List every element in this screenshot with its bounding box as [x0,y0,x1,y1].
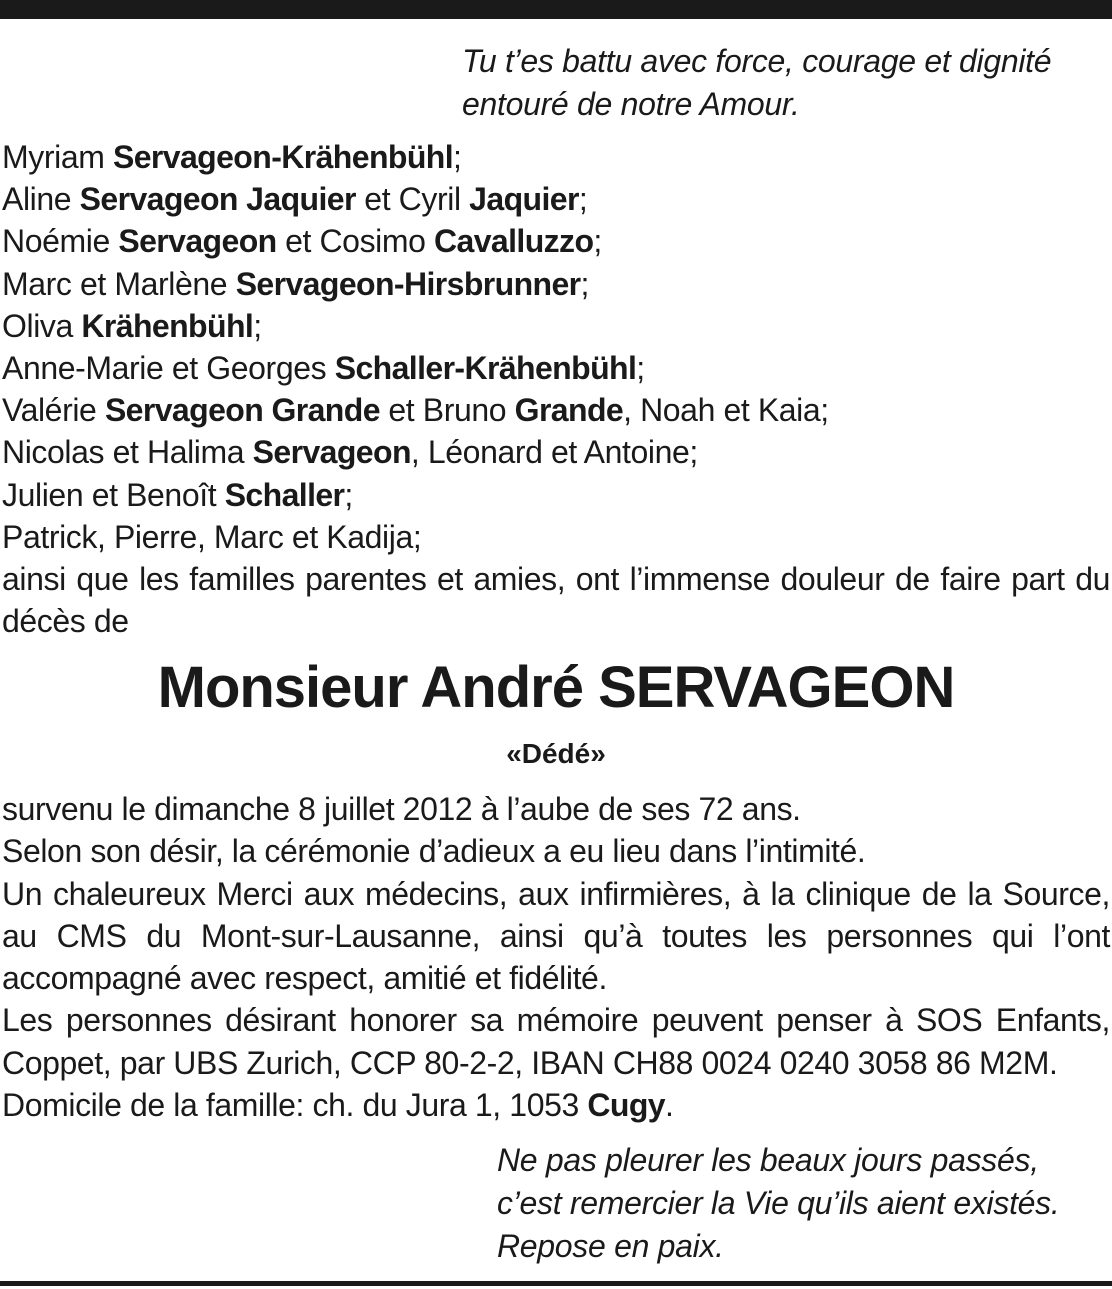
mourner-line [2,474,1110,516]
mourner-text: et Cosimo [276,223,435,260]
mourner-line [2,263,1110,305]
ceremony-line: Selon son désir, la cérémonie d’adieux a eu lieu dans l’intimité. [2,833,866,870]
mourner-line [2,136,1110,178]
mourner-line [2,516,1110,558]
mourners-list [2,136,1110,642]
mourner-surname: Jaquier [469,181,579,218]
mourner-text: Nicolas et Halima [2,434,253,471]
thanks-paragraph: Un chaleureux Merci aux médecins, aux infirmières, à la clinique de la Source, au CMS du Mont-sur-Lausanne, ainsi qu’à toutes les personnes qui l’ont accompagné avec respect, amitié et fidélité. [2,875,1110,997]
notice-body [2,788,1110,1126]
announcement-text: ainsi que les familles parentes et amies, ont l’immense douleur de faire part du décès de [2,561,1110,640]
mourner-surname: Servageon [252,434,411,471]
mourner-text: Valérie [2,392,105,429]
death-date-line: survenu le dimanche 8 juillet 2012 à l’aube de ses 72 ans. [2,791,801,827]
mourner-surname: Schaller-Krähenbühl [334,350,637,387]
epigraph-bottom-line: c’est remercier la Vie qu’ils aient existés. [497,1185,1060,1221]
mourner-text: ; [453,139,462,175]
mourner-line [2,305,1110,347]
epigraph-bottom-line: Ne pas pleurer les beaux jours passés, [497,1142,1039,1178]
bottom-rule [0,1281,1112,1286]
mourner-text: Anne-Marie et Georges [2,350,335,387]
epigraph-bottom [497,1139,1059,1268]
mourner-text: Marc et Marlène [2,265,236,302]
address-text: . [664,1087,674,1124]
mourner-text: ; [636,350,645,387]
mourner-line [2,220,1110,262]
mourner-text: ; [253,307,262,344]
mourner-text: Patrick, Pierre, Marc et Kadija; [2,518,422,555]
mourner-surname: Krähenbühl [81,307,254,344]
mourner-text: ; [593,223,602,260]
mourner-text: Oliva [2,307,82,344]
mourner-surname: Schaller [224,476,345,513]
epigraph-top-line: entouré de notre Amour. [462,86,800,122]
mourner-text: ; [344,476,353,513]
family-address [2,1084,1110,1126]
mourner-surname: Servageon Jaquier [79,181,356,218]
epigraph-top-line: Tu t’es battu avec force, courage et dignité [462,43,1052,79]
mourner-text: , Noah et Kaia; [623,392,829,429]
top-rule [0,0,1112,19]
address-town: Cugy [587,1087,665,1124]
epigraph-top [462,40,1051,126]
mourner-surname: Servageon-Krähenbühl [112,139,454,175]
mourner-line [2,389,1110,431]
mourner-text: Aline [2,181,80,218]
mourner-text: ; [580,265,590,302]
mourner-line [2,178,1110,220]
mourner-surname: Servageon-Hirsbrunner [235,265,581,302]
mourner-surname: Servageon Grande [104,392,380,429]
deceased-nickname: «Dédé» [506,738,606,769]
mourner-surname: Cavalluzzo [434,223,594,260]
mourner-text: et Cyril [355,181,470,218]
mourner-text: Julien et Benoît [2,476,225,513]
epigraph-bottom-line: Repose en paix. [497,1228,724,1264]
donation-paragraph: Les personnes désirant honorer sa mémoire peuvent penser à SOS Enfants, Coppet, par UBS Zurich, CCP 80-2-2, IBAN CH88 0024 0240 3058 86 M2M. [2,1002,1110,1081]
deceased-name: Monsieur André SERVAGEON [157,655,955,720]
mourner-line [2,431,1110,473]
mourner-surname: Grande [514,392,624,429]
mourner-text: et Bruno [379,392,515,429]
mourner-text: , Léonard et Antoine; [410,434,698,471]
mourner-text: ; [578,181,588,218]
mourner-line [2,347,1110,389]
mourner-text: Myriam [2,139,113,175]
mourner-surname: Servageon [118,223,277,260]
mourner-text: Noémie [2,223,119,260]
address-text: Domicile de la famille: ch. du Jura 1, 1053 [2,1087,588,1124]
